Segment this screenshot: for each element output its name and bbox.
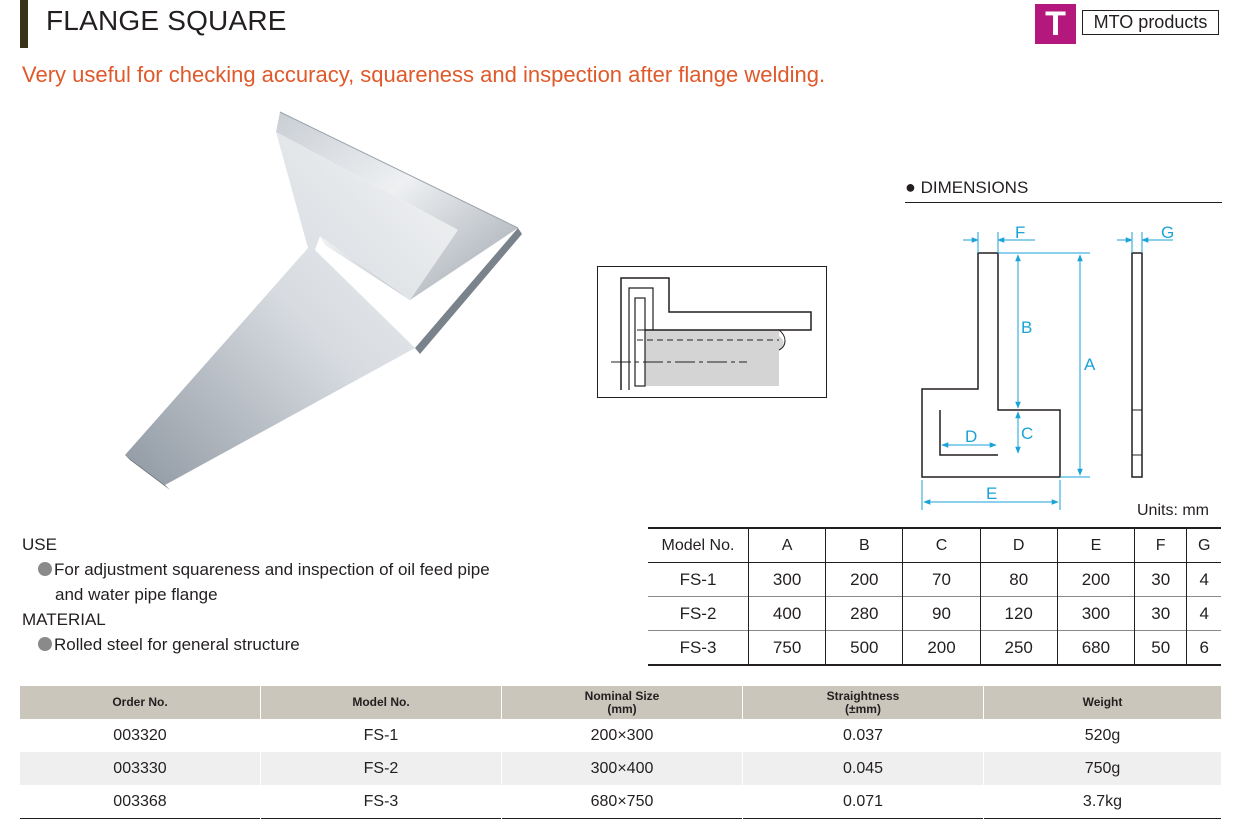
- cell: 300: [1057, 597, 1134, 631]
- header-d: D: [980, 528, 1057, 563]
- cell: 300×400: [502, 752, 743, 785]
- cell: 30: [1135, 563, 1187, 597]
- dim-label-d: D: [965, 427, 978, 446]
- cell: 200×300: [502, 719, 743, 752]
- header-weight: Weight: [984, 686, 1222, 719]
- table-row: [20, 719, 1221, 752]
- table-row: [648, 631, 1221, 666]
- cell: 200: [903, 631, 980, 666]
- flange-square-photo: [110, 100, 530, 490]
- order-table: [20, 686, 1221, 819]
- header-model-no: Model No.: [661, 536, 735, 554]
- cell: 680: [1057, 631, 1134, 666]
- cell: 50: [1135, 631, 1187, 666]
- cell: 750: [749, 631, 826, 666]
- bullet-icon: [38, 562, 52, 576]
- cell: 70: [903, 563, 980, 597]
- table-row: [648, 563, 1221, 597]
- header-nominal-size: Nominal Size (mm): [502, 686, 743, 719]
- cell: 30: [1135, 597, 1187, 631]
- table-row: [648, 597, 1221, 631]
- cell: 003320: [113, 726, 167, 744]
- header-c: C: [903, 528, 980, 563]
- dimensions-heading: ● DIMENSIONS: [905, 177, 1029, 197]
- header-a: A: [749, 528, 826, 563]
- units-label: Units: mm: [1137, 502, 1209, 519]
- dimensions-rule: [905, 202, 1222, 203]
- cell: 003368: [113, 792, 167, 810]
- cell: 3.7kg: [984, 785, 1222, 819]
- order-header-row: [20, 686, 1221, 719]
- table-header-row: [648, 528, 1221, 563]
- flange-section-diagram: [597, 266, 829, 400]
- title-accent-bar: [20, 0, 28, 48]
- cell: FS-2: [261, 752, 502, 785]
- table-row: [20, 752, 1221, 785]
- dim-label-c: C: [1021, 424, 1034, 443]
- mto-products-label: MTO products: [1082, 10, 1219, 35]
- cell: 500: [826, 631, 903, 666]
- cell: 0.037: [743, 719, 984, 752]
- cell: 400: [749, 597, 826, 631]
- cell: FS-1: [679, 569, 717, 589]
- dim-label-a: A: [1084, 355, 1096, 374]
- cell: FS-3: [261, 785, 502, 819]
- cell: 80: [980, 563, 1057, 597]
- mto-badge-icon: T: [1035, 4, 1076, 44]
- header-straightness: Straightness (±mm): [743, 686, 984, 719]
- use-item: For adjustment squareness and inspection of oil feed pipe: [22, 557, 490, 582]
- cell: FS-2: [679, 603, 717, 623]
- cell: 250: [980, 631, 1057, 666]
- header-g: G: [1187, 528, 1221, 563]
- cell: 680×750: [502, 785, 743, 819]
- dim-label-b: B: [1021, 318, 1033, 337]
- cell: 003330: [20, 752, 261, 785]
- model-dimension-table: [648, 527, 1221, 666]
- dim-label-g: G: [1161, 223, 1175, 242]
- dim-label-e: E: [986, 484, 998, 503]
- cell: 280: [826, 597, 903, 631]
- dimensions-diagram: [905, 210, 1205, 510]
- header-b: B: [826, 528, 903, 563]
- page-title: FLANGE SQUARE: [46, 5, 287, 36]
- cell: 90: [903, 597, 980, 631]
- cell: 4: [1187, 597, 1221, 631]
- header-f: F: [1135, 528, 1187, 563]
- material-item: Rolled steel for general structure: [22, 632, 490, 657]
- cell: 200: [826, 563, 903, 597]
- cell: FS-1: [261, 719, 502, 752]
- product-subtitle: Very useful for checking accuracy, squareness and inspection after flange welding.: [22, 62, 826, 87]
- cell: 300: [749, 563, 826, 597]
- table-row: [20, 785, 1221, 819]
- cell: 0.071: [743, 785, 984, 819]
- use-item-continued: and water pipe flange: [55, 585, 218, 604]
- dim-label-f: F: [1015, 223, 1026, 242]
- cell: 6: [1187, 631, 1221, 666]
- use-heading: USE: [22, 535, 57, 554]
- bullet-icon: [38, 637, 52, 651]
- header-e: E: [1057, 528, 1134, 563]
- material-heading: MATERIAL: [22, 610, 106, 629]
- cell: 520g: [984, 719, 1222, 752]
- header-model-no: Model No.: [261, 686, 502, 719]
- cell: 750g: [984, 752, 1222, 785]
- cell: FS-3: [679, 637, 717, 657]
- header-order-no: Order No.: [20, 686, 261, 719]
- cell: 4: [1187, 563, 1221, 597]
- cell: 120: [980, 597, 1057, 631]
- use-material-block: [22, 532, 490, 657]
- cell: 200: [1057, 563, 1134, 597]
- cell: 0.045: [743, 752, 984, 785]
